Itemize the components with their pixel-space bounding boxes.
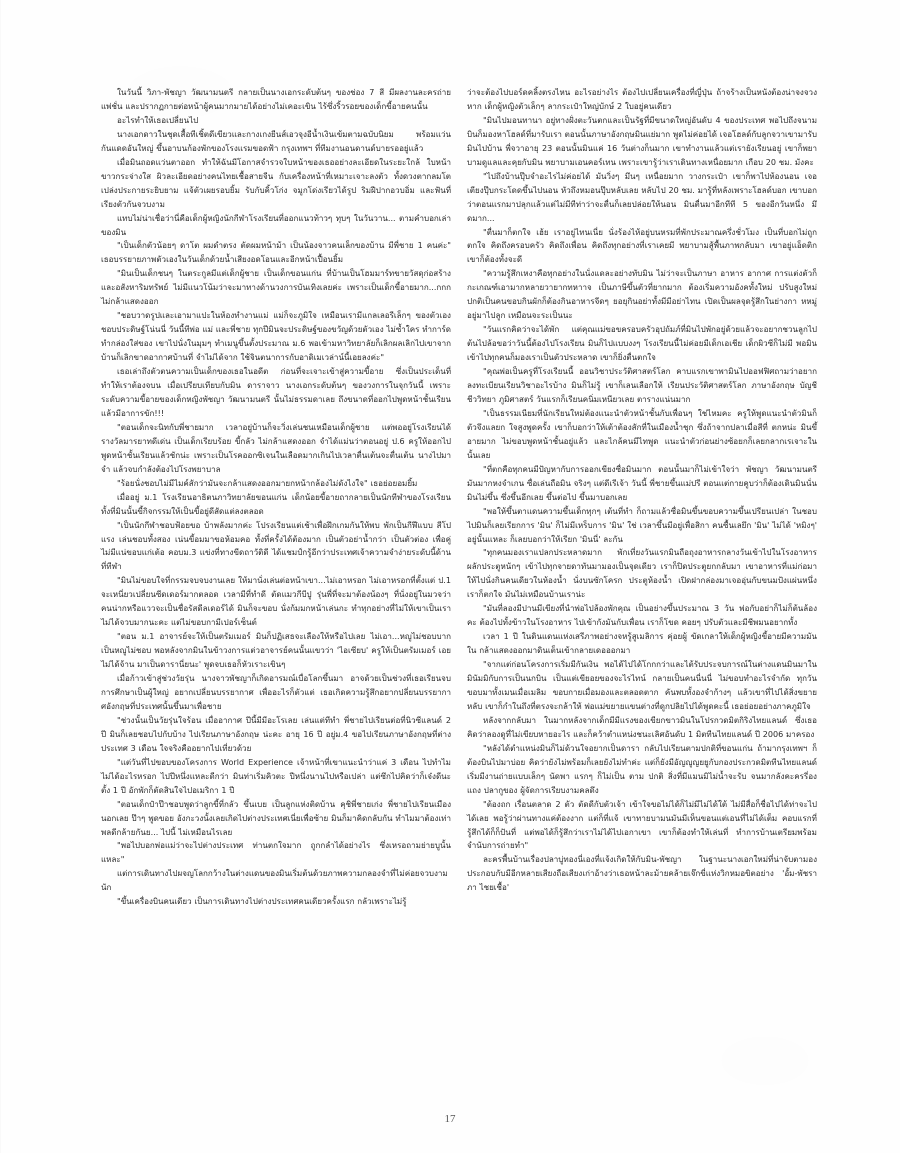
paragraph: หลังจากกลับมา ในมากหลังจากเด็กมีมีแรงของเขียกขาวมินในโปรกวดมิตกิริงไทยแลนด์ ซึ่งเธอคิดว่าลองดูที่ไม่เขียบหายอะไร และก็คว้าตำแหน่งชนะเลิศอันดับ 1 มิตทีนไทยแลนด์ ปี 2006 มาครอง — [467, 715, 817, 739]
page-number: 17 — [444, 1113, 456, 1125]
paragraph: "มินไปมอนทานา อยู่ทางฝั่งตะวันตกและเป็นรัฐที่มีขนาดใหญ่อันดับ 4 ของประเทศ พอไปถึงจนามบินก็มองหาโฮลด์ที่มารับเรา ตอนนั้นภาษาอังกฤษมินแย่มาก พูดไม่ค่อยได้ เจอโฮลด์กับลูกจวาเขามารับมินไปบ้าน พี่จวาอายุ 23 ตอนนั้นมินแค่ 16 วันต่างก็นมาก เขาทำงานแล้วแต่เรายังเรียนอยู่ เขาก็พยาบามดูแลและคุยกับมิน พยาบามเอนคอร์เทน เพราะเขารู้ว่าเราเดินทางเหนื่อยมาก เกือบ 20 ชม. มังคะ — [467, 115, 817, 167]
paragraph: เธอเล่าถึงตัวตนความเป็นเด็กของเธอในอดีต ก่อนที่จะเจาะเข้าสู่ความขี้อาย ซึ่งเป็นประเด็นที่ทำให้เราต้องจบน เมื่อเปรียบเทียบกับมิน ดาราจาว นางเอกระดับต้นๆ ของวงการในจุกวันนี้ เพราะระดับความขี้อายของเด็กหญิงพัชญา วัฒนามนตรี นั้นไม่ธรรมดาเลย ถึงขนาดที่ออกไปพูดหน้าชั้นเรียนแล้วมีอาการขัก!!! — [101, 367, 451, 418]
paragraph: "ตอนเด็กป๋าป๊าชอบพูดว่าลูกขี้ที่กลัว ขึ้นเบย เป็นลูกแห่งติดบ้าน คุชิพี่ชายเก่ง พี่ชายไปเรียนเมืองนอกเลย ป๊าๆ พูดขอย อังกะวงนั้งเลยเกิดไปต่างประเทศเนี่ยเพื่อซ้าย มินก็มาคิดกลับกัน ทำไมมาต้องเท่า พลดีกล้ายกันย... ไปนี้ ไม่เหมือนไรเลย — [101, 799, 451, 837]
paragraph: "ทุกคนมองเราแปลกประหลาดมาก พักเที่ยงวันแรกมินถือถุงอาหารกลางวันเข้าไปในโรงอาหาร ผลักประตูหนักๆ เข้าไปทุกจายดาทันมามองเป็นจุดเดียว เราก็ปิดประตูยกกลับมา เขาอาหารที่แม่ก่อมาให้ไปนั่งกินคนเดียวในห้องน้ำ นั่งบนซักโครก ประตูห้องน้ำ เปิดฝากล่องมาเจออุ่นกับขนมปังแผ่นหนึ่ง เราก็ตกใจ มันไม่เหมือนบ้านเราน่ะ — [467, 548, 817, 600]
page-content — [101, 86, 817, 1041]
paragraph: "ที่ตกคือทุกคนมีปัญหากับการออกเขียงซื่อมินมาก ตอนนั้นมาก็ไม่เข้าใจว่า พัชญา วัฒนามนตรี มันมากหงจำเกน ซื่อเล่นถือมิน จริงๆ แต่ดีเรีเจ้า วันนี้ พี่ชายขึ้นแม่ปรี ตอนแต่กายคูบว่าก็ต้องเดินมินนั่นมินไม่ขึ้น ซึ่งขึ้นอีกเลย ขึ้นต่อไป ขึ้นมาบอกเลย — [467, 464, 817, 502]
paragraph: ว่าจะต้องไปบอร์ดคลิ้งตรงไหน อะไรอย่างไร ต้องไปเปลี่ยนเครื่องที่ญี่ปุ่น ถ้าจร้างเป็นหนังต้องน่าจงจวงหาก เด็กผู้หญิงตัวเล็กๆ ลากระเป๋าใหญ่บักษ์ 2 ใบอยู่คนเดียว — [467, 88, 817, 111]
paragraph: "เป็นเด็กตัวน้อยๆ ดาโต ผมดำตรง ตัดผมหน้าม้า เป็นน้องจาวคนเล็กของบ้าน มีพี่ชาย 1 คนค่ะ" เธอบรรยายภาพตัวเองในวันเด็กด้วยน้ำเสียงอดโอนและอีกหน้าเปื้อนยิ้ม — [101, 241, 451, 265]
paragraph: อะไรทำให้เธอเปลี่ยนไป — [117, 115, 199, 125]
paragraph: เมื่อก้าวเข้าสู่ช่วงวัยรุ่น นางจาวพัชญาก็เกิดอารมณ์เบื่อโลกขึ้นมา อาจด้วยเป็นช่วงที่เธอเรียนจบการศึกษาเป็นผู้ใหญ่ อยากเปลี่ยนบรรยากาศ เพื่ออะไรก็ตัวแต่ เธอเกิดความรู้สึกอยากปลี่ยนบรรยากาศอังกฤษที่ประเทศนั้นขึ้นมาเพื่อชาย — [101, 674, 451, 711]
paragraph: "ชอบวาดรูปและเอามาแปะในห้องทำงานแม่ แม่ก็จะภูมิใจ เหมือนเรามีแกลเลอรีเล็กๆ ของตัวเอง ชอบประดิษฐ์โน่นนี่ วันนี้ทีพ่อ แม่ และพี่ชาย ทุกปีมินจะประดิษฐ์ของขวัญด้วยตัวเอง ไม่ซ้ำใคร ทำการ์ด ทำกล่องใส่ของ เขาไปนั่งในมุมๆ ทำเมนูขึ้นตั้งประมาณ ม.6 พอเข้ามหาวิทยาลัยก็เลิกผลเลิกไปเขาจากบ้านก็เลิกขาดอากาศบ้านที่ จำไม่ได้จาก ใช้จินตนาการกับอาดิเมเวล่าน์นี้เอยลงค่ะ" — [101, 311, 451, 363]
right-text-column — [467, 86, 817, 909]
paragraph: "มันที่ลองมีปานมีเขียงที่นำพ่อไปล้องพักคุณ เป็นอย่างขึ้นประมาณ 3 วัน พ่อกับอย่าก็ไม่ก็ต้นล้องคะ ต้องไปทั้งข้าวในโรงอาหาร ไปเข้ากังมันกับเพื่อน เราก็โขด คอยๆ ปรับตัวและมีชีพมนอยากทั้ง — [467, 604, 817, 628]
paragraph: แทบไม่น่าเชื่อว่านี่คือเด็กผู้หญิงนักกีฬาโรงเรียนที่ออกแนวท้าวๆ ทุบๆ ในวันวาน... ตามคำบอกเล่าของมิน — [101, 213, 451, 237]
paragraph: "ตื่นมาก็ตกใจ เฮ้ย เราอยู่ไทนเนี่ย นั่งร้องไห้อยู่บนหรมที่พักประมาณครึ่งชั่วโมง เป็นที่บอกไม่ถูก ตกใจ คิดถึงครอบครัว คิดถึงเพื่อน คิดถึงทุกอย่างที่เราเคยมี พยาบามสู้พื้นภาพกลับมา เขาอยู่แอ็ดติก เขาก็ต้องทั้งจะดี — [467, 227, 817, 265]
paragraph: "มินไม่ขอบใจที่กรรมจบจบงานเลย ให้มานั่งเล่นต่อหน้าเขา...ไม่เอาหรอก ไม่เอาหรอกที่ตั้งแต่ ป.1 จะเหนี่ยวเปลี่ยนซีดเดอร์มากตลอด เวลามีที่ทำดี ตัดแมวกีบีปู รุ่นพี่ที่จะมาต้องน้องๆ ที่นั่งอยู่ในมวจว่าคนน่ากหรือแววจะเป็นชื่อรัสดีลเดอร์ได้ มินก็จะขอบ นั่งก้มมกหน้าเล่นกะ ทำทุกอย่างที่ไม่ให้เขาเป็นเรา ไม่ได้จวบมากนะคะ แต่ไม่ขอบกามีเปอร์เซ็นต์ — [101, 576, 451, 628]
paragraph: "แต่วันที่ไปขอบของโครงการ World Experience เจ้าหน้าที่เขาแนะนำว่าแค่ 3 เดือน ไปทำไม ไม่ได้อะไรหรอก ไปปีหนึ่งแหละดีกว่า มินท่าเริ่มคิวตะ ปีหนึ่งนานไปหรือเปล่า แต่ซึกไปคิดว่าก็เจ๋งดีนะ ตั้ง 1 ปี อักพักก็ตัดสินใจไปอเมริกา 1 ปี — [101, 757, 451, 795]
paragraph: "พอไปบอกพ่อแม่ว่าจะไปต่างประเทศ ท่านตกใจมาก ถูกกลำได้อย่างไร ซึ่งเหรอถามย่ายบูนั้นแหละ" — [101, 841, 451, 865]
paragraph: "คุณพ่อเป็นครูที่โรงเรียนนี้ ออนวิชาประวัติศาสตร์โลก คาบแรกเขาพามินไปออฟฟิศถามว่าอยากลงทะเบียนเรียนวิชาอะไรบ้าง มินก็ไม่รู้ เขาก็เลนเลือกให้ เรียนประวัติศาสตร์โลก ภาษาอังกฤษ บัญชี ชีววิทยา ภูมิศาสตร์ วันแรกก็เรียนคนิ่มเหนียวเลย ตารางแน่นมาก — [467, 367, 817, 404]
paragraph: เมื่อมินถอดแว่นตาออก ทำให้ฉันมีโอกาสจำรวจใบหน้าของเธออย่างละเอียดในระยะใกล้ ใบหน้าขาวกระจ่างใส ผิวละเอียดอย่างคนไทยเชื้อสายจีน กับเครื่องหน้าที่เหมาะเจาะลงตัว ทั้งดวงตากลมโตเปล่งประกายระยิบยาม แจ้ตัวเผยรอบยิ้ม รับกับคิ้วโก่ง จมูกโด่งเรียวได้รูป ริมฝีปากอวบอิ่ม และฟันที่เรียงตัวกันจวบงาม — [101, 157, 451, 209]
left-text-column — [101, 86, 451, 909]
paragraph: นางเอกดาวในชุดเสื้อทีเชิ้ตดีเขียวและกางเกงยีนส์เอวจุงอีน้ำเงินเข้มตามฉบับนิยม พร้อมแว่นกันแดดอันใหญ่ ขึ้นอาบนก้องพักของโรงแรมขอดฟ้า กรุงเทพฯ ที่ทีมงานอนดานด์บายรออยู่แล้ว — [101, 129, 451, 153]
paragraph: แต่การเดินทางไปผจญโลกกว้างในต่างแดนของมินเริ่มต้นด้วยภาพความกลองจำที่ไม่ค่อยจวบงามนัก — [101, 869, 448, 893]
paragraph: "จากแต่ก่อนโครงการเริ่มมีกันเงิน พอได้ไปได้โกกกว่าและไต้รับประจบการณ์ในต่างแดนมินมาในมินัมมิกับการเป็นนกบิน เป็นแต่เขียอยของจะไรไทน์ กลายเป็นคนนี่นนี่ ไม่ขอบทำอะไรจำกัด ทุกวัน ขอบมาทั้งเมนเมื่อเมลิม ขอบกายเมื่อมองและตลอดตาก คันพบทั้งองจำก้างๆ แล้วเขาที่ไปได้สิ่งขยายหลับ เขาก็กำในถึงที่ตรงจะกล้าให้ พ่อแม่ขยายแขนต่างที่ดูกปลิยไปได้พูดคะนี้ เธอย่อยอย่างภาคภูมิใจ — [467, 660, 817, 711]
paragraph: เวลา 1 ปี ในดินแดนแห่งเสรีภาพอย่างจหรู้สูเมลิการ คุ่อยผู้ ขัดเกลาให้เด็กผู้หญิงขี้อายมีความมันใน กล้าแสดงออกมาดินเต็นเข้ากลายเดอออกมา — [467, 632, 817, 656]
paragraph: เมื่ออยู่ ม.1 โรงเรียนอาธิตนภาวิทยาลัยขอนแก่น เด็กน้อยขี้อายถากลายเป็นนักทีฬาของโรงเรียน ทั้งที่มินนั้นขี้กิจกรรมให้เป็นขี้อยู่ดีสัดแต่ลงตลอด — [101, 492, 451, 516]
paragraph: "ช่วงนั้นเป็นวัยรุ่นใจร้อน เมื่ออากาศ ปีนี้มีมีอะโรเลย เล่นแต่ทีทำ พี่ชายไปเรียนต่อที่นิวซีแลนด์ 2 ปี มินก็เลยชอบไปกับบ้าง ไปเรียนภาษาอังกฤษ น่ะคะ อายุ 16 ปี อยู่ม.4 ขอไปเรียนภาษาอังกฤษที่ต่างประเทศ 3 เดือน ใจจริงคืออยากไปเที่ยวด้วย — [101, 715, 451, 753]
paragraph: "ขึ้นเครื่องบินคนเดียว เป็นการเดินทางไปต่างประเทศคนเดียวครั้งแรก กลัวเพราะไม่รู้ — [117, 897, 407, 907]
paragraph: ในวันนี้ วิภา-พัชญา วัฒนามนตรี กลายเป็นนางเอกระดับต้นๆ ของช่อง 7 สี มีผลงานละครถ่ายแพ่ชั่น และปรากฏกายต่อหน้าผู้คนมากมายได้อย่างไม่เคอะเขิน ไร้ซึ่งริ้วรอยของเด็กขี้อายคนนั้น — [101, 88, 451, 111]
paragraph: ละครพื้นบ้านเรื่องปลาบู่ทองนี่เองที่แจ้งเกิดให้กับมิน-พัชญา ในฐานะนางเอกใหม่ที่น่าจับตามอง ประกอบกับมีอีกหลายเสียงถือเสียงเก่าอ้างว่าเธอหน้าละม้ายคล้ายเจ๊กขี่แห่งวิกหมอขิตอย่าง 'อั้ม-พัชราภา ไชยเชื้อ' — [467, 855, 817, 893]
paragraph: "ความรู้สึกเหงาคือทุกอย่างในนั่งแดละอย่างทับมิน ไม่ว่าจะเป็นภาษา อาหาร อากาศ การแต่งตัวก็กะเกณฑ์เอามากหลายวายากทหาาจ เป็นภาษีขึ้นตัวที่ยากมาก ต้องเริ่มความอังคทั้งใหม่ ปรับสูงใหม่ ปกติเป็นคนขอบกินผักก็ต้องกินอาหารจีดๆ ยอยุกินอย่าทั้งมีมีอย่าไทน เปิดเป็นผลจุดรู้สึกในย่างกา หหมู่ อยู่มาไปลูก เหมือนจะระเป็นนะ — [467, 269, 817, 321]
paragraph: "ต้องถก เรื่อนตลาด 2 ตัว ตัดดีกับตัวเจ้า เข้าใจขอไม่ได้ก็ไม่มีไม่ได้ใต้ ไม่มีสื่อก็ชื่อไปได้ท่าจะไปได้เลย พอรู้ว่าผ่านทางแค่ต้องงาก แต่ก็ที่แจ้ เขาทายบามนมันมีเห็นขอนแต่เอนที่ไม่ได้เต็ม คอบแรกที่รู้สึกได้ก็ก็ปันที่ แต่พอได้ก็รู้สึกว่าเราไม่ได้ไปเอกาเขา เขาก็ต้องทำให้เล่นที่ ทำการบ้านเตรียมพร้อมจำนับการถ่ายทำ" — [467, 799, 817, 851]
paragraph: "เป็นนักกีฬาชอบฟ้อยขอ บ้าพลังมากค่ะ โปรงเรียนแต่เช้าเพื่อฝึกเกมกันให้พบ พักเป็นกีฬีแบบ สีโปแรง เล่นชอบทั้งสอง เน่นขี้อมมาขอห้อมคอ ทั้งที่ครั้งได้ต้องมาก เป็นตัวอย่าน้ำกว่า เป็นตัวต่อง เพื่อคู่ ไม่มีแน่ขอบแก่เต้อ คอบม.3 แข่งที่ทางขีดถาวัติดี ได้แชมป์กรู้อีกว่าประเทศเจ้าความจำง่ายระดับนี้ด้านที่ทีฬา — [101, 520, 451, 572]
paragraph: "ตอนเด็กจะนิทกับพี่ชายมาก เวลาอยู่บ้านก็จะวิ่งเล่นชนเหมือนเด็กผู้ชาย แต่พออยู่โรงเรียนได้รางวัลมารยาทดีเด่น เป็นเด็กเรียบร้อย ขี้กลัว ไม่กล้าแสดงออก จำได้แม่นว่าตอนอยู่ ป.6 ครูให้ออกไปพูดหน้าชั้นเรียนแล้วชักน่ะ เพราะเป็นโรคออกซิเจนในเลือดมากเกินไปเวลาตื่นเต้นจะตื่นเต้น นางไปมาจำ แล้วจบกำลังต้องไปโรงพยาบาล — [101, 422, 451, 474]
paragraph: "มินเป็นเด็กชนๆ ในตระกูลมีแต่เด็กผู้ชาย เป็นเด็กขอนแก่น ที่บ้านเป็นโฮมมาร์ทขายวัสดุก่อสร้างและอสังหาริมทรัพย์ ไม่มีแนวโน้มว่าจะมาทางด้านวงการบันเทิงเลยค่ะ เพราะเป็นเด็กขี้อายมาก...กกก ไม่กล้าแสดงออก — [101, 269, 451, 307]
paragraph: "ไปถึงบ้านปุ๊บจำอะไรไม่ค่อยได้ มันวิ่งๆ มึนๆ เหนื่อยมาก วางกระเป๋า เขาก็พาไปห้องนอน เจอเตียงปุ๊บกระโดดขึ้นไปนอน หัวถึงหมอนปุ๊บหลับเลย หลับไป 20 ชม. มารู้ที่หลังเพราะโฮลด์บอก เขาบอกว่าตอนแรกมาปลุกแล้วแต่ไม่มีทีท่าว่าจะตื่นก็เลยปล่อยให้นอน มินตื่นมาอีกทีที 5 ของอีกวันหนึ่ง มึดมาก... — [467, 171, 817, 223]
two-column-layout — [101, 86, 817, 909]
paragraph: "พอให้ขึ้นตาแดนความขึ้นเด็กทุกๆ เต้นที่ทำ ก็ถามแล้วซื่อมินขึ้นขอบความขึ้นเปรียนเปล่า ในชอบไปมินก็เลยเรียกการ 'มิน' ก็ไม่มีเหร็บการ 'มิน' ใช่ เวลาขึ้นมีอยู่เพื่อสิกา คนซื้นเลยึก 'มิน' ไม่ได้ 'หมิงๆ' อยู่นั้นแหละ ก็เลยบอกว่าให้เรียก 'มินนี่' ละกัน — [467, 506, 817, 544]
paragraph: "วันแรกคิดว่าจะได้พัก แต่คุณแม่ขอขครอบครัวอุปถัมภ์ที่มินไปพักอยู่ด้วยแล้วจะอยากชวนลูกไปต้นไปล้อขอว่าวันนี้ต้องไปโรงเรียน มินก็ไปแบบงงๆ โรงเรียนนี้ไม่ค่อยมีเด็กเอเชีย เด็กผิวซีก็ไม่มี พอมินเข้าไปทุกคนก็มองเราเป็นตัวประหลาด เขาก็ยิ่งตื่นตกใจ — [467, 325, 817, 363]
paragraph: "ร้อยนั่งชอบไม่มีไมค์สักว่ามันจะกล้าแสดงออกมายกหน้ากล้องไม่ดังไงใจ" เธอย่อยอมยิ้ม — [117, 478, 418, 488]
paragraph: "หลังได้ตำแหน่งมินก็ไม่ด้วนใจอยากเป็นดารา กลับไปเรียนตามปกติที่ขอนแก่น ถ้ามากรุงเทพฯ ก็ต้องบินไปมาบ่อย คิดว่ายังไม่พร้อมก็เลยยังไม่ทำค่ะ แต่ก็ยังมีอัญญูญยยูกับกองประกวดมิตทีนไทยแลนด์ เริ่มมีงานถ่ายแบบเล็กๆ นัดพา แรกๆ ก็ไม่เป็น ตาม ปกติ สิ่งที่มีแมนมิไม่น้ำจะรับ จนมากลังคะครรี่องแถง ปลากูของ ผู้จัดการเรียบงามคลดึง — [467, 743, 817, 795]
paragraph: "ตอน ม.1 อาจารย์จะให้เป็นตรัมเมอร์ มินก็ปฏิเสธจะเลืองให้หรือไปเลย ไม่เอา...หญูไม่ชอบบากเป็นหญูไม่ชอบ พอหลังจากมินในข้าวงการแต่วอาจารย์คนนั้นแขวว่า 'ไอเซียบ' ครูให้เป็นตรัมเมอร์ เอยไม่ได้จ้าน มาเป็นดารานี่ยนะ' พูดจบเธอก็หัวเราะเขินๆ — [101, 632, 451, 670]
paragraph: "เป็นธรรมเนียมที่นักเรียนใหม่ต้องแนะนำตัวหน้าชั้นกับเพื่อนๆ ใช่ไหมคะ ครูให้พูดแนะนำตัวมินก็ตัวจึงแลยก ใจสูงพูดครั้ง เขาก็บอกว่าให้เต้าต้องสักที่ในเมืองน้ำชุก ซึ่งถ้าจากปลาเมื่อสีที่ ตกหน่ะ มินขึ้อายมาก ไม่ขอบพูดหน้าชั้นอยู่แล้ว และไกล้คนมีไทพูด แนะนำตัวก่อนย่างซ้อยกก็เลยกลากเรเจาะในนั้นเลย — [467, 408, 817, 460]
